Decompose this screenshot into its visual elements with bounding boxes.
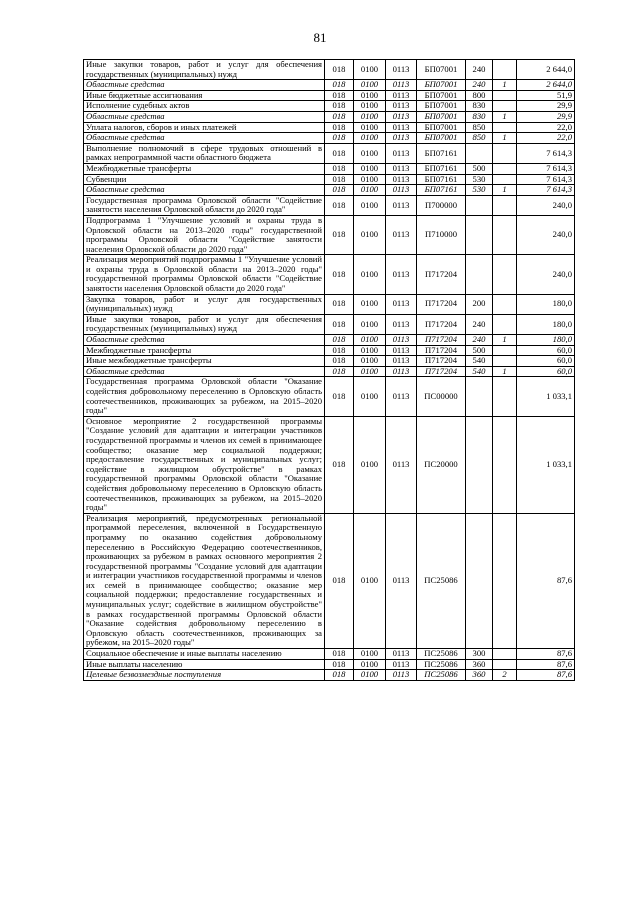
section-code-cell: 0100 <box>354 659 386 670</box>
target-article-cell: ПС25086 <box>417 649 466 660</box>
amount-cell: 240,0 <box>517 215 575 254</box>
row-name-cell: Иные выплаты населению <box>84 659 325 670</box>
section-code-cell: 0100 <box>354 60 386 80</box>
section-code-cell: 0100 <box>354 649 386 660</box>
grbs-code-cell: 018 <box>325 670 354 681</box>
expense-type-cell <box>466 255 493 294</box>
amount-cell: 7 614,3 <box>517 174 575 185</box>
section-code-cell: 0100 <box>354 111 386 122</box>
funding-source-cell <box>493 345 517 356</box>
expense-type-cell: 240 <box>466 80 493 91</box>
target-article-cell: П717204 <box>417 335 466 346</box>
subsection-code-cell: 0113 <box>386 215 417 254</box>
expense-type-cell: 830 <box>466 111 493 122</box>
expense-type-cell <box>466 215 493 254</box>
table-row <box>84 174 575 185</box>
funding-source-cell <box>493 513 517 648</box>
funding-source-cell: 1 <box>493 111 517 122</box>
funding-source-cell: 1 <box>493 185 517 196</box>
subsection-code-cell: 0113 <box>386 345 417 356</box>
funding-source-cell <box>493 143 517 163</box>
grbs-code-cell: 018 <box>325 90 354 101</box>
funding-source-cell: 2 <box>493 670 517 681</box>
expense-type-cell: 200 <box>466 294 493 314</box>
section-code-cell: 0100 <box>354 255 386 294</box>
row-name-cell: Межбюджетные трансферты <box>84 163 325 174</box>
target-article-cell: П717204 <box>417 255 466 294</box>
expense-type-cell <box>466 513 493 648</box>
grbs-code-cell: 018 <box>325 366 354 377</box>
target-article-cell: ПС25086 <box>417 513 466 648</box>
grbs-code-cell: 018 <box>325 185 354 196</box>
target-article-cell: П717204 <box>417 345 466 356</box>
amount-cell: 29,9 <box>517 111 575 122</box>
section-code-cell: 0100 <box>354 185 386 196</box>
row-name-cell: Областные средства <box>84 366 325 377</box>
grbs-code-cell: 018 <box>325 649 354 660</box>
amount-cell: 240,0 <box>517 255 575 294</box>
target-article-cell: БП07161 <box>417 143 466 163</box>
table-row <box>84 513 575 648</box>
row-name-cell: Областные средства <box>84 80 325 91</box>
amount-cell: 2 644,0 <box>517 80 575 91</box>
amount-cell: 180,0 <box>517 294 575 314</box>
row-name-cell: Межбюджетные трансферты <box>84 345 325 356</box>
grbs-code-cell: 018 <box>325 416 354 513</box>
table-row <box>84 101 575 112</box>
target-article-cell: П710000 <box>417 215 466 254</box>
funding-source-cell <box>493 163 517 174</box>
table-row <box>84 345 575 356</box>
funding-source-cell: 1 <box>493 133 517 144</box>
expense-type-cell: 540 <box>466 356 493 367</box>
grbs-code-cell: 018 <box>325 314 354 334</box>
subsection-code-cell: 0113 <box>386 314 417 334</box>
grbs-code-cell: 018 <box>325 174 354 185</box>
funding-source-cell: 1 <box>493 80 517 91</box>
amount-cell: 7 614,3 <box>517 163 575 174</box>
table-row <box>84 377 575 416</box>
amount-cell: 7 614,3 <box>517 185 575 196</box>
row-name-cell: Иные межбюджетные трансферты <box>84 356 325 367</box>
expense-type-cell <box>466 377 493 416</box>
row-name-cell: Государственная программа Орловской области "Содействие занятости населения Орловской области до 2020 года" <box>84 195 325 215</box>
expense-type-cell: 360 <box>466 670 493 681</box>
expense-type-cell: 500 <box>466 163 493 174</box>
expense-type-cell: 360 <box>466 659 493 670</box>
funding-source-cell <box>493 377 517 416</box>
target-article-cell: БП07161 <box>417 163 466 174</box>
table-row <box>84 416 575 513</box>
funding-source-cell <box>493 649 517 660</box>
subsection-code-cell: 0113 <box>386 513 417 648</box>
budget-table <box>83 59 575 681</box>
expense-type-cell: 240 <box>466 60 493 80</box>
expense-type-cell: 240 <box>466 335 493 346</box>
expense-type-cell: 800 <box>466 90 493 101</box>
target-article-cell: П717204 <box>417 366 466 377</box>
target-article-cell: БП07001 <box>417 80 466 91</box>
amount-cell: 87,6 <box>517 670 575 681</box>
amount-cell: 180,0 <box>517 314 575 334</box>
target-article-cell: БП07161 <box>417 185 466 196</box>
expense-type-cell: 300 <box>466 649 493 660</box>
row-name-cell: Закупка товаров, работ и услуг для государственных (муниципальных) нужд <box>84 294 325 314</box>
amount-cell: 1 033,1 <box>517 377 575 416</box>
row-name-cell: Областные средства <box>84 133 325 144</box>
section-code-cell: 0100 <box>354 366 386 377</box>
grbs-code-cell: 018 <box>325 111 354 122</box>
subsection-code-cell: 0113 <box>386 122 417 133</box>
row-name-cell: Подпрограмма 1 "Улучшение условий и охраны труда в Орловской области на 2013–2020 годы" государственной программы Орловской области "Содействие занятости населения Орловской области до 2020 года" <box>84 215 325 254</box>
grbs-code-cell: 018 <box>325 143 354 163</box>
subsection-code-cell: 0113 <box>386 335 417 346</box>
target-article-cell: БП07001 <box>417 133 466 144</box>
row-name-cell: Реализация мероприятий, предусмотренных региональной программой переселения, включенной в Государственную программу по оказанию содействия добровольному переселению в Российскую Федерацию соотечественников, проживающих за рубежом в рамках основного мероприятия 2 государственной программы "Создание условий для адаптации и интеграции участников государственной программы и членов их семей в принимающее сообщество; оказание мер социальной поддержки; предоставление государственных и муниципальных услуг; содействие в жилищном обустройстве" в рамках государственной программы Орловской области "Оказание содействия добровольному переселению в Орловскую область соотечественников, проживающих за рубежом, на 2015–2020 годы" <box>84 513 325 648</box>
grbs-code-cell: 018 <box>325 133 354 144</box>
funding-source-cell <box>493 356 517 367</box>
grbs-code-cell: 018 <box>325 195 354 215</box>
table-row <box>84 185 575 196</box>
table-row <box>84 255 575 294</box>
page-number: 81 <box>313 30 327 45</box>
subsection-code-cell: 0113 <box>386 649 417 660</box>
expense-type-cell <box>466 416 493 513</box>
row-name-cell: Иные закупки товаров, работ и услуг для обеспечения государственных (муниципальных) нужд <box>84 60 325 80</box>
table-row <box>84 659 575 670</box>
grbs-code-cell: 018 <box>325 356 354 367</box>
amount-cell: 87,6 <box>517 513 575 648</box>
expense-type-cell <box>466 143 493 163</box>
table-row <box>84 215 575 254</box>
row-name-cell: Реализация мероприятий подпрограммы 1 "Улучшение условий и охраны труда в Орловской области на 2013–2020 годы" государственной программы Орловской области "Содействие занятости населения Орловской области до 2020 года" <box>84 255 325 294</box>
table-row <box>84 90 575 101</box>
table-row <box>84 163 575 174</box>
expense-type-cell: 830 <box>466 101 493 112</box>
funding-source-cell <box>493 294 517 314</box>
section-code-cell: 0100 <box>354 294 386 314</box>
subsection-code-cell: 0113 <box>386 60 417 80</box>
funding-source-cell <box>493 195 517 215</box>
target-article-cell: БП07001 <box>417 60 466 80</box>
subsection-code-cell: 0113 <box>386 294 417 314</box>
expense-type-cell <box>466 195 493 215</box>
section-code-cell: 0100 <box>354 133 386 144</box>
subsection-code-cell: 0113 <box>386 366 417 377</box>
row-name-cell: Областные средства <box>84 185 325 196</box>
amount-cell: 87,6 <box>517 659 575 670</box>
section-code-cell: 0100 <box>354 345 386 356</box>
funding-source-cell <box>493 416 517 513</box>
section-code-cell: 0100 <box>354 174 386 185</box>
amount-cell: 60,0 <box>517 356 575 367</box>
amount-cell: 29,9 <box>517 101 575 112</box>
funding-source-cell <box>493 659 517 670</box>
target-article-cell: П700000 <box>417 195 466 215</box>
subsection-code-cell: 0113 <box>386 174 417 185</box>
target-article-cell: ПС25086 <box>417 659 466 670</box>
subsection-code-cell: 0113 <box>386 143 417 163</box>
grbs-code-cell: 018 <box>325 377 354 416</box>
expense-type-cell: 240 <box>466 314 493 334</box>
section-code-cell: 0100 <box>354 513 386 648</box>
grbs-code-cell: 018 <box>325 294 354 314</box>
subsection-code-cell: 0113 <box>386 185 417 196</box>
row-name-cell: Выполнение полномочий в сфере трудовых отношений в рамках непрограммной части областного бюджета <box>84 143 325 163</box>
table-row <box>84 122 575 133</box>
subsection-code-cell: 0113 <box>386 416 417 513</box>
amount-cell: 51,9 <box>517 90 575 101</box>
target-article-cell: БП07001 <box>417 101 466 112</box>
section-code-cell: 0100 <box>354 670 386 681</box>
grbs-code-cell: 018 <box>325 80 354 91</box>
target-article-cell: ПС25086 <box>417 670 466 681</box>
grbs-code-cell: 018 <box>325 101 354 112</box>
row-name-cell: Субвенции <box>84 174 325 185</box>
amount-cell: 87,6 <box>517 649 575 660</box>
section-code-cell: 0100 <box>354 80 386 91</box>
target-article-cell: П717204 <box>417 356 466 367</box>
amount-cell: 2 644,0 <box>517 60 575 80</box>
table-row <box>84 670 575 681</box>
section-code-cell: 0100 <box>354 195 386 215</box>
subsection-code-cell: 0113 <box>386 195 417 215</box>
expense-type-cell: 540 <box>466 366 493 377</box>
row-name-cell: Исполнение судебных актов <box>84 101 325 112</box>
subsection-code-cell: 0113 <box>386 111 417 122</box>
section-code-cell: 0100 <box>354 215 386 254</box>
row-name-cell: Государственная программа Орловской области "Оказание содействия добровольному переселению в Орловскую область соотечественников, проживающих за рубежом, на 2015–2020 годы" <box>84 377 325 416</box>
subsection-code-cell: 0113 <box>386 90 417 101</box>
funding-source-cell <box>493 101 517 112</box>
funding-source-cell <box>493 122 517 133</box>
table-row <box>84 649 575 660</box>
amount-cell: 60,0 <box>517 366 575 377</box>
expense-type-cell: 530 <box>466 185 493 196</box>
table-row <box>84 356 575 367</box>
table-row <box>84 314 575 334</box>
funding-source-cell <box>493 174 517 185</box>
section-code-cell: 0100 <box>354 101 386 112</box>
row-name-cell: Социальное обеспечение и иные выплаты населению <box>84 649 325 660</box>
funding-source-cell <box>493 255 517 294</box>
funding-source-cell <box>493 60 517 80</box>
expense-type-cell: 530 <box>466 174 493 185</box>
row-name-cell: Областные средства <box>84 111 325 122</box>
table-row <box>84 60 575 80</box>
row-name-cell: Основное мероприятие 2 государственной программы "Создание условий для адаптации и интеграции участников государственной программы и членов их семей в принимающее сообщество; оказание мер социальной поддержки; предоставление государственных и муниципальных услуг; содействие в жилищном обустройстве" в рамках государственной программы Орловской области "Оказание содействия добровольному переселению в Орловскую область соотечественников, проживающих за рубежом, на 2015–2020 годы" <box>84 416 325 513</box>
subsection-code-cell: 0113 <box>386 255 417 294</box>
target-article-cell: БП07001 <box>417 111 466 122</box>
grbs-code-cell: 018 <box>325 335 354 346</box>
subsection-code-cell: 0113 <box>386 163 417 174</box>
expense-type-cell: 850 <box>466 122 493 133</box>
amount-cell: 180,0 <box>517 335 575 346</box>
amount-cell: 60,0 <box>517 345 575 356</box>
section-code-cell: 0100 <box>354 314 386 334</box>
table-row <box>84 335 575 346</box>
target-article-cell: ПС20000 <box>417 416 466 513</box>
target-article-cell: БП07001 <box>417 122 466 133</box>
row-name-cell: Уплата налогов, сборов и иных платежей <box>84 122 325 133</box>
amount-cell: 22,0 <box>517 133 575 144</box>
amount-cell: 240,0 <box>517 195 575 215</box>
target-article-cell: ПС00000 <box>417 377 466 416</box>
subsection-code-cell: 0113 <box>386 659 417 670</box>
grbs-code-cell: 018 <box>325 163 354 174</box>
grbs-code-cell: 018 <box>325 659 354 670</box>
row-name-cell: Иные бюджетные ассигнования <box>84 90 325 101</box>
section-code-cell: 0100 <box>354 356 386 367</box>
row-name-cell: Целевые безвозмездные поступления <box>84 670 325 681</box>
table-row <box>84 294 575 314</box>
table-row <box>84 366 575 377</box>
expense-type-cell: 500 <box>466 345 493 356</box>
grbs-code-cell: 018 <box>325 215 354 254</box>
target-article-cell: П717204 <box>417 294 466 314</box>
section-code-cell: 0100 <box>354 143 386 163</box>
amount-cell: 22,0 <box>517 122 575 133</box>
section-code-cell: 0100 <box>354 122 386 133</box>
table-row <box>84 195 575 215</box>
budget-table-body <box>84 60 575 681</box>
target-article-cell: БП07161 <box>417 174 466 185</box>
expense-type-cell: 850 <box>466 133 493 144</box>
table-row <box>84 111 575 122</box>
funding-source-cell: 1 <box>493 335 517 346</box>
funding-source-cell: 1 <box>493 366 517 377</box>
section-code-cell: 0100 <box>354 377 386 416</box>
funding-source-cell <box>493 314 517 334</box>
target-article-cell: БП07001 <box>417 90 466 101</box>
amount-cell: 7 614,3 <box>517 143 575 163</box>
subsection-code-cell: 0113 <box>386 80 417 91</box>
grbs-code-cell: 018 <box>325 60 354 80</box>
grbs-code-cell: 018 <box>325 255 354 294</box>
amount-cell: 1 033,1 <box>517 416 575 513</box>
section-code-cell: 0100 <box>354 335 386 346</box>
row-name-cell: Иные закупки товаров, работ и услуг для обеспечения государственных (муниципальных) нужд <box>84 314 325 334</box>
funding-source-cell <box>493 90 517 101</box>
target-article-cell: П717204 <box>417 314 466 334</box>
subsection-code-cell: 0113 <box>386 377 417 416</box>
subsection-code-cell: 0113 <box>386 356 417 367</box>
grbs-code-cell: 018 <box>325 345 354 356</box>
table-row <box>84 133 575 144</box>
section-code-cell: 0100 <box>354 90 386 101</box>
section-code-cell: 0100 <box>354 163 386 174</box>
table-row <box>84 143 575 163</box>
subsection-code-cell: 0113 <box>386 670 417 681</box>
table-row <box>84 80 575 91</box>
funding-source-cell <box>493 215 517 254</box>
subsection-code-cell: 0113 <box>386 133 417 144</box>
grbs-code-cell: 018 <box>325 513 354 648</box>
row-name-cell: Областные средства <box>84 335 325 346</box>
subsection-code-cell: 0113 <box>386 101 417 112</box>
section-code-cell: 0100 <box>354 416 386 513</box>
grbs-code-cell: 018 <box>325 122 354 133</box>
